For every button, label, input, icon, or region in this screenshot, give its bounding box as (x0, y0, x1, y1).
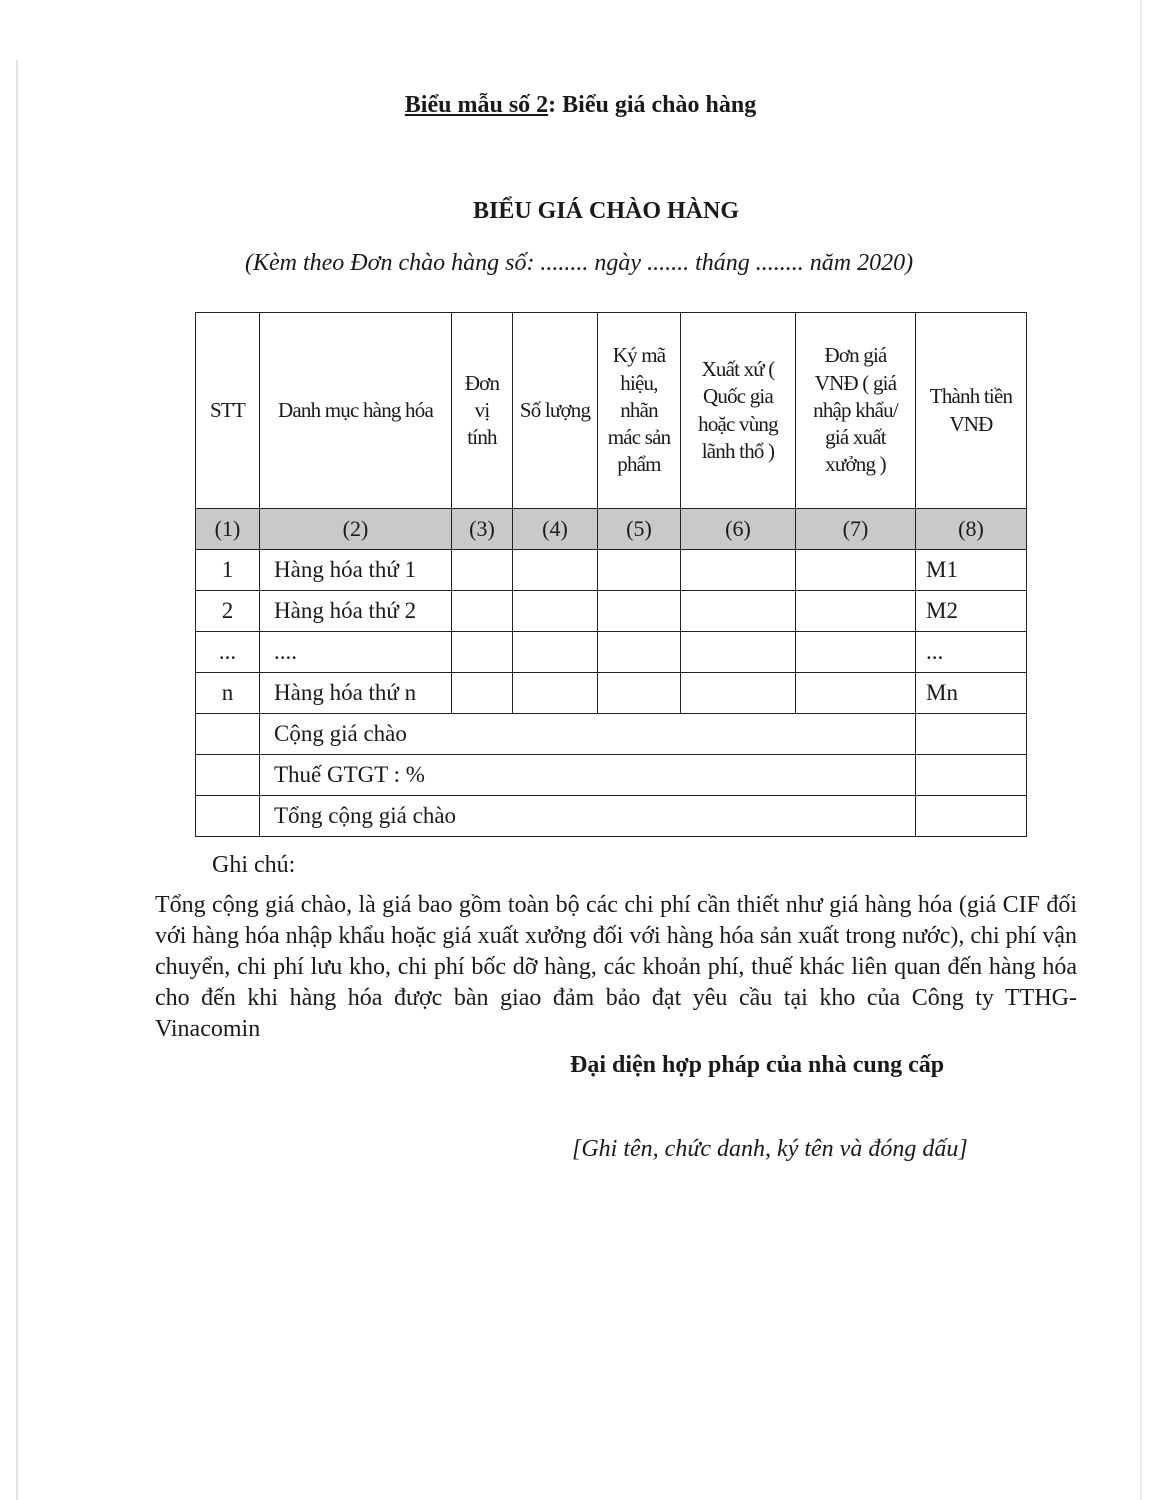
signature-title: Đại diện hợp pháp của nhà cung cấp (570, 1052, 945, 1078)
column-number: (2) (260, 509, 452, 550)
table-row (196, 591, 1027, 632)
row-item: .... (260, 632, 452, 673)
summary-row (196, 796, 1027, 837)
summary-grand-total-label: Tổng cộng giá chào (260, 796, 916, 837)
row-stt: 1 (196, 550, 260, 591)
row-stt: ... (196, 632, 260, 673)
row-unit-cell (452, 591, 513, 632)
header-stt: STT (196, 313, 260, 509)
row-unit-cell (452, 632, 513, 673)
header-origin: Xuất xứ ( Quốc gia hoặc vùng lãnh thổ ) (681, 313, 796, 509)
page-edge-left (16, 60, 18, 1500)
signature-instruction: [Ghi tên, chức danh, ký tên và đóng dấu] (572, 1136, 968, 1162)
row-origin-cell (681, 632, 796, 673)
header-brand-code: Ký mã hiệu, nhãn mác sản phẩm (598, 313, 681, 509)
row-total: M1 (916, 550, 1027, 591)
row-total: ... (916, 632, 1027, 673)
row-stt: n (196, 673, 260, 714)
summary-row (196, 755, 1027, 796)
column-number-row (196, 509, 1027, 550)
row-unit-cell (452, 673, 513, 714)
row-quantity-cell (513, 550, 598, 591)
row-brand-cell (598, 550, 681, 591)
row-price-cell (796, 591, 916, 632)
summary-row (196, 714, 1027, 755)
note-body: Tổng cộng giá chào, là giá bao gồm toàn bộ các chi phí cần thiết như giá hàng hóa (giá CIF đối với hàng hóa nhập khẩu hoặc giá xuất xưởng đối với hàng hóa sản xuất trong nước), chi phí vận chuyển, chi phí lưu kho, chi phí bốc dỡ hàng, các khoản phí, thuế khác liên quan đến hàng hóa cho đến khi hàng hóa được bàn giao đảm bảo đạt yêu cầu tại kho của Công ty TTHG- Vinacomin (155, 892, 1077, 1042)
summary-stt-cell (196, 755, 260, 796)
column-number: (6) (681, 509, 796, 550)
column-number: (4) (513, 509, 598, 550)
row-origin-cell (681, 550, 796, 591)
row-quantity-cell (513, 632, 598, 673)
table-row (196, 550, 1027, 591)
table-header-row (196, 313, 1027, 509)
header-item-list: Danh mục hàng hóa (260, 313, 452, 509)
row-brand-cell (598, 591, 681, 632)
document-subtitle: (Kèm theo Đơn chào hàng số: ........ ngày ....... tháng ........ năm 2020) (245, 250, 914, 276)
summary-value-cell (916, 714, 1027, 755)
row-brand-cell (598, 673, 681, 714)
summary-value-cell (916, 755, 1027, 796)
row-item: Hàng hóa thứ n (260, 673, 452, 714)
header-unit: Đơn vị tính (452, 313, 513, 509)
summary-subtotal-label: Cộng giá chào (260, 714, 916, 755)
table-row (196, 673, 1027, 714)
row-brand-cell (598, 632, 681, 673)
row-item: Hàng hóa thứ 2 (260, 591, 452, 632)
column-number: (8) (916, 509, 1027, 550)
row-price-cell (796, 632, 916, 673)
row-item: Hàng hóa thứ 1 (260, 550, 452, 591)
summary-stt-cell (196, 796, 260, 837)
column-number: (3) (452, 509, 513, 550)
column-number: (5) (598, 509, 681, 550)
document-title: BIỂU GIÁ CHÀO HÀNG (472, 198, 740, 224)
row-quantity-cell (513, 591, 598, 632)
row-unit-cell (452, 550, 513, 591)
row-price-cell (796, 550, 916, 591)
summary-stt-cell (196, 714, 260, 755)
note-label: Ghi chú: (212, 852, 296, 878)
row-price-cell (796, 673, 916, 714)
price-quote-table (195, 312, 1027, 837)
table-row (196, 632, 1027, 673)
row-total: Mn (916, 673, 1027, 714)
row-origin-cell (681, 673, 796, 714)
row-origin-cell (681, 591, 796, 632)
column-number: (7) (796, 509, 916, 550)
page-edge-right (1140, 0, 1142, 1500)
form-label (0, 92, 1161, 119)
header-unit-price: Đơn giá VNĐ ( giá nhập khẩu/ giá xuất xưởng ) (796, 313, 916, 509)
row-stt: 2 (196, 591, 260, 632)
header-amount: Thành tiền VNĐ (916, 313, 1027, 509)
row-quantity-cell (513, 673, 598, 714)
summary-value-cell (916, 796, 1027, 837)
form-label-suffix: : Biểu giá chào hàng (548, 92, 757, 118)
header-quantity: Số lượng (513, 313, 598, 509)
summary-vat-label: Thuế GTGT : % (260, 755, 916, 796)
form-label-prefix: Biểu mẫu số 2 (404, 92, 549, 118)
row-total: M2 (916, 591, 1027, 632)
column-number: (1) (196, 509, 260, 550)
